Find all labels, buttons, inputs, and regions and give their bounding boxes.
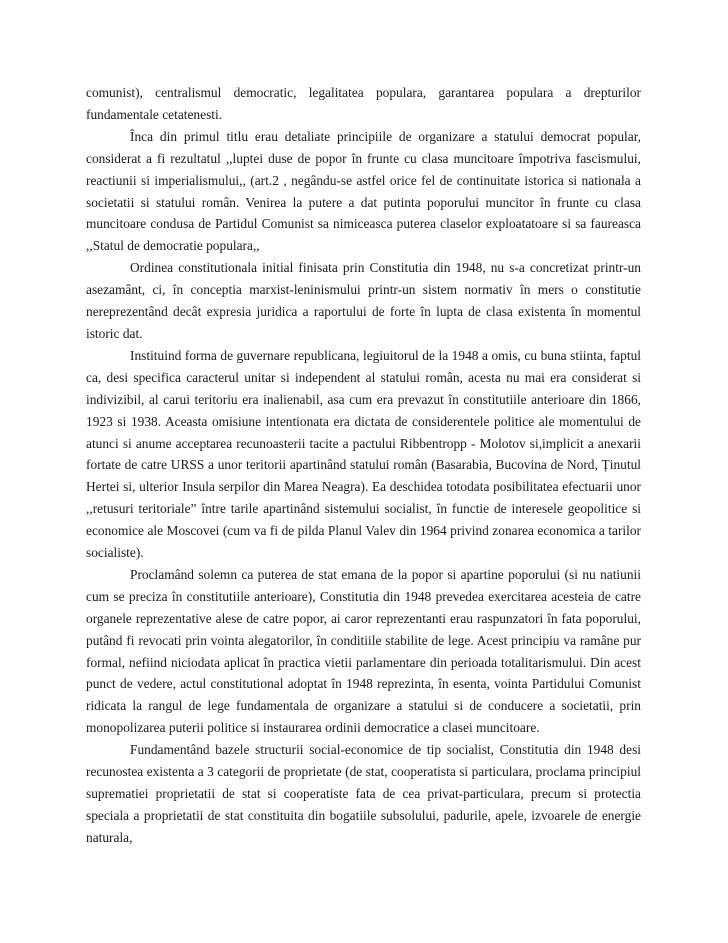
paragraph-3: Ordinea constitutionala initial finisata prin Constitutia din 1948, nu s-a concretizat printr-un asezamânt, ci, în conceptia marxist-leninismului printr-un sistem normativ în mers o constitutie nereprezentând decât expresia juridica a raportului de forte în lupta de clasa existenta în momentul istoric dat.: [86, 260, 641, 341]
document-body: [86, 82, 641, 849]
paragraph-1: comunist), centralismul democratic, legalitatea populara, garantarea populara a drepturilor fundamentale cetatenesti.: [86, 85, 641, 122]
paragraph-4: Instituind forma de guvernare republicana, legiuitorul de la 1948 a omis, cu buna stiinta, faptul ca, desi specifica caracterul unitar si independent al statului român, acesta nu mai era considerat si indivizibil, al carui teritoriu era inalienabil, asa cum era prevazut în constitutiile anterioare din 1866, 1923 si 1938. Aceasta omisiune intentionata era dictata de considerentele politice ale momentului de atunci si anume acceptarea recunoasterii tacite a pactului Ribbentropp - Molotov si,implicit a anexarii fortate de catre URSS a unor teritorii apartinând statului român (Basarabia, Bucovina de Nord, Ținutul Hertei si, ulterior Insula serpilor din Marea Neagra). Ea deschidea totodata posibilitatea efectuarii unor ,,retusuri teritoriale” între tarile apartinând sistemului socialist, în functie de interesele geopolitice si economice ale Moscovei (cum va fi de pilda Planul Valev din 1964 privind zonarea economica a tarilor socialiste).: [86, 347, 641, 561]
paragraph-6: Fundamentând bazele structurii social-economice de tip socialist, Constitutia din 1948 desi recunostea existenta a 3 categorii de proprietate (de stat, cooperatista si particulara, proclama principiul suprematiei proprietatii de stat si cooperatiste fata de cea privat-particulara, precum si protectia speciala a proprietatii de stat constituita din bogatiile subsolului, padurile, apele, izvoarele de energie naturala,: [86, 742, 641, 845]
paragraph-2: Înca din primul titlu erau detaliate principiile de organizare a statului democrat popular, considerat a fi rezultatul ,,luptei duse de popor în frunte cu clasa muncitoare împotriva fascismului, reactiunii si imperialismului,, (art.2 , negându-se astfel orice fel de continuitate istorica si nationala a societatii si statului român. Venirea la putere a dat putinta poporului muncitor în frunte cu clasa muncitoare condusa de Partidul Comunist sa nimiceasca puterea claselor exploatatoare si sa faureasca ,,Statul de democratie populara,,: [86, 128, 641, 254]
paragraph-5: Proclamând solemn ca puterea de stat emana de la popor si apartine poporului (si nu natiunii cum se preciza în constitutiile anterioare), Constitutia din 1948 prevedea exercitarea acesteia de catre organele reprezentative alese de catre popor, ai caror reprezentanti erau raspunzatori în fata poporului, putând fi revocati prin vointa alegatorilor, în conditiile stabilite de lege. Acest principiu va ramâne pur formal, nefiind niciodata aplicat în practica vietii parlamentare din perioada totalitarismului. Din acest punct de vedere, actul constitutional adoptat în 1948 reprezinta, în esenta, vointa Partidului Comunist ridicata la rangul de lege fundamentala de organizare a statului si de conducere a societatii, prin monopolizarea puterii politice si instaurarea ordinii democratice a clasei muncitoare.: [86, 566, 641, 736]
